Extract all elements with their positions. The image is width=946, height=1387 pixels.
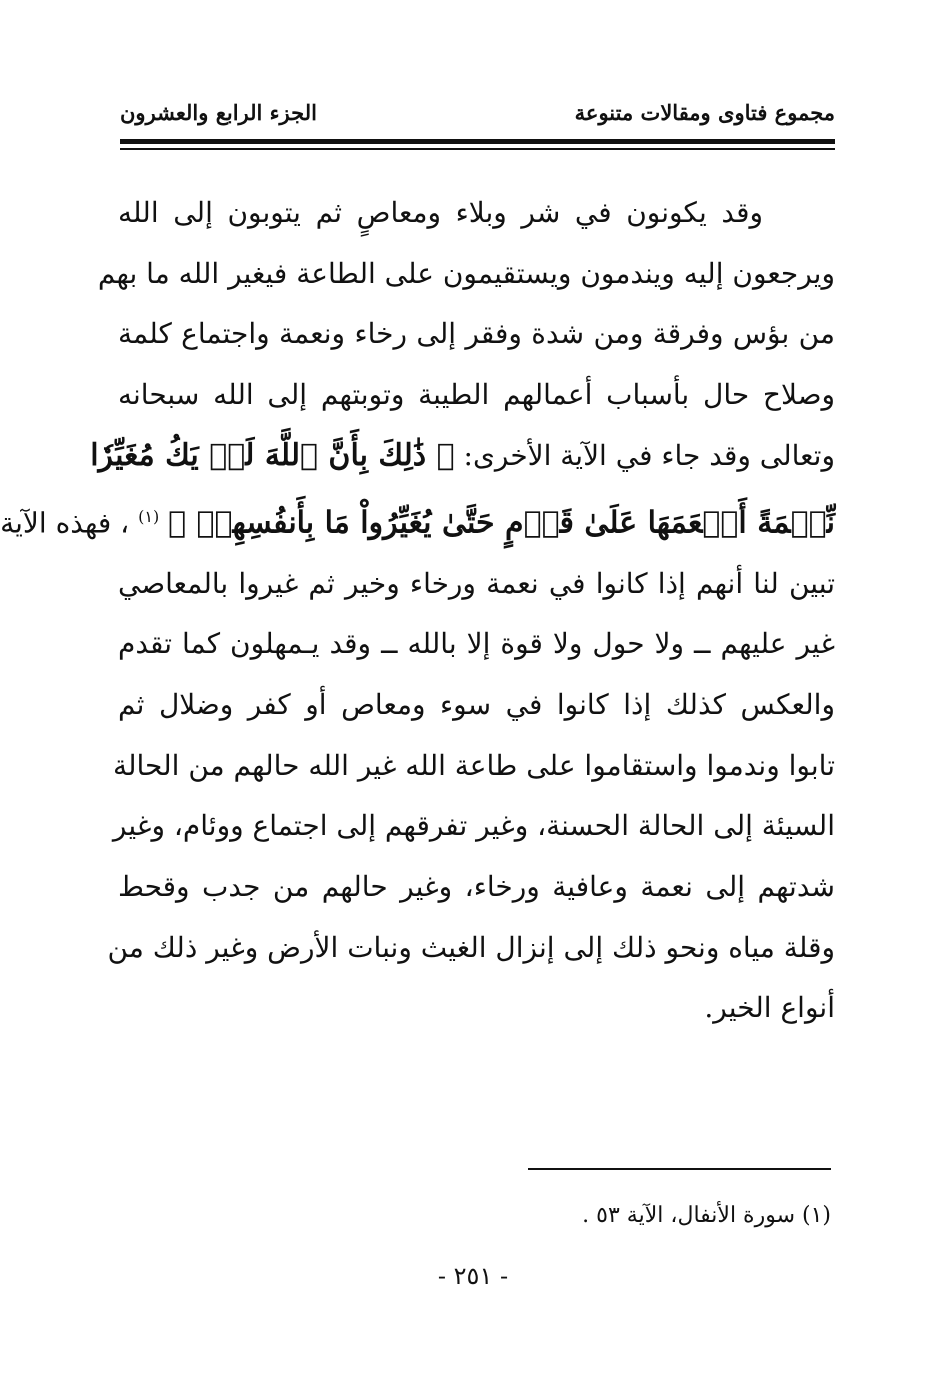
body-line-with-quran (0, 487, 835, 554)
header-rule-thin (120, 148, 835, 150)
body-line: وقد يكونون في شر وبلاء ومعاصٍ ثم يتوبون إلى الله (118, 196, 763, 229)
body-line: أنواع الخير. (704, 991, 835, 1025)
body-text (0, 183, 835, 1039)
body-line-with-quran (90, 426, 835, 487)
body-line: وصلاح حال بأسباب أعمالهم الطيبة وتوبتهم إلى الله سبحانه (118, 378, 835, 412)
header-rule-thick (120, 139, 835, 144)
body-line-text: وتعالى وقد جاء في الآية الأخرى: (463, 438, 835, 472)
body-line: وقلة مياه ونحو ذلك إلى إنزال الغيث ونبات الأرض وغير ذلك من (107, 930, 835, 964)
body-line: والعكس كذلك إذا كانوا في سوء ومعاص أو كفر وضلال ثم (118, 687, 835, 721)
body-line: من بؤس وفرقة ومن شدة وفقر إلى رخاء ونعمة واجتماع كلمة (118, 317, 835, 351)
body-line-text: ، فهذه الآية (0, 505, 130, 539)
quran-verse-part1: ﴿ ذَٰلِكَ بِأَنَّ ٱللَّهَ لَمۡ يَكُ مُغَيِّرٗا (90, 437, 455, 473)
page-number: - ٢٥١ - (437, 1262, 509, 1290)
footnote-reference: (١) (138, 506, 160, 526)
body-line: غير عليهم ــ ولا حول ولا قوة إلا بالله ــ وقد يـمهلون كما تقدم (118, 627, 835, 661)
body-line: ويرجعون إليه ويندمون ويستقيمون على الطاعة فيغير الله ما بهم (97, 256, 835, 290)
body-line: تابوا وندموا واستقاموا على طاعة الله غير الله حالهم من الحالة (112, 748, 835, 782)
quran-verse-part2: نِّعۡمَةً أَنۡعَمَهَا عَلَىٰ قَوۡمٍ حَتَّىٰ يُغَيِّرُواْ مَا بِأَنفُسِهِمۡ ﴾ (168, 504, 835, 540)
page-header (120, 100, 835, 134)
body-line: تبين لنا أنهم إذا كانوا في نعمة ورخاء وخير ثم غيروا بالمعاصي (118, 566, 835, 600)
footnote: (١) سورة الأنفال، الآية ٥٣ . (582, 1203, 831, 1228)
footnote-separator (528, 1168, 831, 1170)
body-line: شدتهم إلى نعمة وعافية ورخاء، وغير حالهم من جدب وقحط (118, 870, 835, 904)
book-title: مجموع فتاوى ومقالات متنوعة (574, 100, 835, 125)
body-line: السيئة إلى الحالة الحسنة، وغير تفرقهم إلى اجتماع ووئام، وغير (112, 809, 835, 843)
volume-label: الجزء الرابع والعشرون (120, 100, 317, 125)
